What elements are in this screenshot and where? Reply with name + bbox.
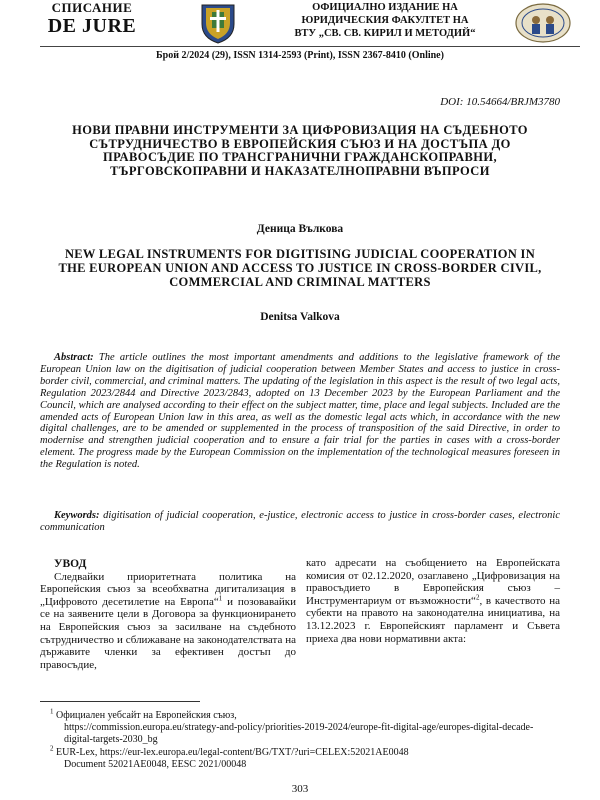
title-bulgarian: НОВИ ПРАВНИ ИНСТРУМЕНТИ ЗА ЦИФРОВИЗАЦИЯ НА СЪДЕБНОТО СЪТРУДНИЧЕСТВО В ЕВРОПЕЙСКИЯ СЪЮЗ И НА ДОСТЪПА ДО ПРАВОСЪДИЕ ПО ТРАНСГРАНИЧНИ ГРАЖДАНСКОПРАВНИ, ТЪРГОВСКОПРАВНИ И НАКАЗАТЕЛНОПРАВНИ ВЪПРОСИ (72, 123, 528, 178)
publisher-line3: ВТУ „СВ. СВ. КИРИЛ И МЕТОДИЙ“ (294, 28, 476, 39)
footnote-1 (40, 707, 560, 746)
journal-name-line1: СПИСАНИЕ (51, 0, 133, 15)
abstract (40, 352, 560, 471)
faculty-crest-logo (198, 2, 238, 44)
right-text-a: като адресати на съобщението на Европейската комисия от 02.12.2020, озаглавено „Цифровизация на правосъдието в Европейския съюз – Инструментариум от възможности“ (306, 557, 560, 607)
doi: DOI: 10.54664/BRJM3780 (440, 96, 560, 108)
author-english: Denitsa Valkova (260, 311, 340, 323)
footnote-1-line2[interactable]: https://commission.europa.eu/strategy-and-policy/priorities-2019-2024/europe-fit-digital-age/europes-digital-decade-digital-targets-2030_bg (64, 722, 534, 745)
footnote-ref-1[interactable]: 1 (218, 594, 223, 603)
right-text-b: , в качеството на субекти на правото на законодателна инициатива, на 13.12.2023 г. Европейският парламент и Съвета приеха два нови нормативни акта: (306, 594, 560, 645)
journal-name (42, 0, 142, 36)
keywords-text: digitisation of judicial cooperation, e-justice, electronic access to justice in cross-border cases, electronic communication (40, 510, 560, 534)
left-paragraph (40, 571, 296, 672)
issue-info: Брой 2/2024 (29), ISSN 1314-2593 (Print), ISSN 2367-8410 (Online) (156, 50, 444, 61)
footnote-ref-2[interactable]: 2 (475, 593, 480, 602)
footnote-2-number: 2 (50, 744, 54, 753)
footnote-1-line1: Официален уебсайт на Европейския съюз, (56, 710, 237, 721)
footnote-1-number: 1 (50, 707, 54, 716)
title-english: NEW LEGAL INSTRUMENTS FOR DIGITISING JUDICIAL COOPERATION IN THE EUROPEAN UNION AND ACCESS TO JUSTICE IN CROSS-BORDER CIVIL, COMMERCIAL AND CRIMINAL MATTERS (58, 247, 542, 289)
keywords (40, 510, 560, 534)
footnote-2-line2: Document 52021AE0048, EESC 2021/00048 (64, 759, 247, 770)
footnote-rule (40, 701, 200, 702)
keywords-label: Keywords: (54, 510, 100, 521)
abstract-text: The article outlines the most important amendments and additions to the legislative framework of the European Union law on the digitisation of judicial cooperation between Member States and access to justice in cross-border civil, commercial, and criminal matters. The updating of the legislation in this aspect is the result of two legal acts, Regulation 2023/2844 and Directive 2023/2843, adopted on 13 December 2023 by the European Parliament and the Council, which are analysed according to their effect on the subject matter, time, place and legal subjects. Included are the amended acts of European Union law in this area, as well as the domestic legal acts which, in accordance with the new digital challenges, are to be amended or supplemented in the process of transposition of the said Directive, in order to modernise and strengthen judicial cooperation and to ensure a fair trial for the parties in cases with a cross-border element. The progress made by the European Commission on the implementation of the technological measures foreseen in the Regulation is noted. (40, 352, 561, 471)
section-heading: УВОД (54, 558, 87, 570)
abstract-label: Abstract: (54, 352, 94, 363)
footnote-2-line1[interactable]: EUR-Lex, https://eur-lex.europa.eu/legal-content/BG/TXT/?uri=CELEX:52021AE0048 (56, 747, 409, 758)
page-number: 303 (291, 783, 309, 795)
university-seal-logo (514, 2, 572, 44)
author-bulgarian: Деница Вълкова (256, 223, 344, 235)
masthead-rule (40, 46, 580, 47)
publisher-block (263, 1, 507, 40)
left-text-a: Следвайки приоритетната политика на Европейския съюз за всеобхватна дигитализация в „Цифровото десетилетие на Европа“ (40, 570, 296, 608)
journal-name-line2: DE JURE (47, 15, 137, 37)
publisher-line2: ЮРИДИЧЕСКИЯ ФАКУЛТЕТ НА (301, 15, 469, 26)
body-right-column (306, 557, 560, 645)
footnote-2 (40, 744, 560, 771)
publisher-line1: ОФИЦИАЛНО ИЗДАНИЕ НА (312, 2, 458, 13)
left-text-b: и позовавайки се на заявените цели в Договора за функционирането на Европейския съюз за засилване на съдебното сътрудничество и сближаване на законодателствата на държавите членки за ефективен достъп до правосъдие, (40, 595, 296, 671)
body-left-column (40, 558, 296, 671)
